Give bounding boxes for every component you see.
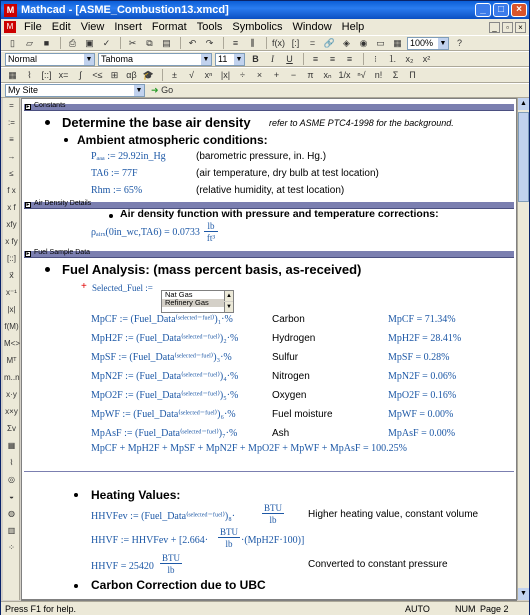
subscript-index-icon[interactable]: xₙ (323, 69, 332, 80)
bullet-icon (64, 138, 68, 142)
underline-button[interactable]: U (286, 53, 293, 64)
polar-plot-icon[interactable]: ◎ (8, 475, 15, 484)
site-select[interactable]: My Site ▼ (5, 84, 145, 97)
bullet-icon (109, 214, 113, 218)
component-label: Fuel moisture (272, 409, 333, 420)
document-icon[interactable]: M (4, 21, 16, 33)
scroll-thumb[interactable] (518, 112, 529, 202)
hhvfev-unit-denominator: lb (269, 515, 277, 525)
hhvf-result-unit-numerator: BTU (162, 553, 180, 563)
menu-window[interactable]: Window (292, 21, 332, 33)
fuel-listbox[interactable] (161, 290, 234, 313)
heading-ambient: Ambient atmospheric conditions: (77, 133, 268, 147)
plus-icon[interactable]: + (273, 69, 280, 80)
calculator-palette-icon[interactable]: ▦ (8, 69, 17, 80)
menu-insert[interactable]: Insert (114, 21, 142, 33)
menu-edit[interactable]: Edit (51, 21, 71, 33)
hhvf-result-unit-denominator: lb (167, 565, 175, 575)
region-fuel-sample[interactable]: ▸ Fuel Sample Data (24, 251, 514, 258)
worksheet[interactable] (21, 98, 517, 600)
component-sum[interactable]: MpCF + MpH2F + MpSF + MpN2F + MpO2F + MpWF + MpAsF = 100.25% (91, 443, 407, 454)
component-label: Hydrogen (272, 333, 316, 344)
component-label: Carbon (272, 314, 305, 325)
insert-function-icon[interactable]: f(x) (272, 37, 285, 48)
component-definition[interactable]: MpCF := (Fuel_Data⁽ˢᵉˡᵉᶜᵗᵉᵈ⁻ᶠᵘᵉˡ⁾)₁·% (91, 314, 233, 325)
matrix-icon[interactable]: [::] (7, 254, 16, 263)
boolean-palette-icon[interactable]: <≤ (92, 69, 103, 80)
scroll-down-icon[interactable]: ▼ (224, 302, 233, 312)
heading-air-density: Determine the base air density (62, 115, 251, 130)
formatting-toolbar (1, 51, 529, 67)
resource-center-icon[interactable]: ◉ (359, 37, 368, 48)
component-definition[interactable]: MpWF := (Fuel_Data⁽ˢᵉˡᵉᶜᵗᵉᵈ⁻ᶠᵘᵉˡ⁾)₆·% (91, 409, 236, 420)
hhvf-unit-numerator: BTU (220, 527, 238, 537)
product-icon[interactable]: Π (409, 69, 416, 80)
heading-air-function: Air density function with pressure and temperature corrections: (120, 208, 439, 220)
symbolic-palette-icon[interactable]: 🎓 (142, 69, 155, 80)
font-select[interactable]: Tahoma ▼ (98, 53, 212, 66)
bullet-icon (45, 120, 50, 125)
scroll-up-icon[interactable]: ▲ (224, 291, 233, 301)
hhvf-result[interactable]: HHVF = 25420 (91, 561, 154, 572)
insert-picture-icon[interactable]: ▦ (393, 37, 402, 48)
hhvf-description: Converted to constant pressure (308, 559, 448, 570)
dot-product-icon[interactable]: x·y (6, 390, 17, 399)
bullet-icon (74, 584, 78, 588)
redo-icon[interactable]: ↷ (205, 37, 214, 48)
paste-icon[interactable]: ▤ (162, 37, 171, 48)
rho-result[interactable]: ρₐᵢᵣₓ(0in_wc,TA6) = 0.0733 (91, 227, 200, 238)
multiply-icon[interactable]: × (256, 69, 263, 80)
ta6-definition[interactable]: TA6 := 77F (91, 168, 138, 179)
component-result[interactable]: MpAsF = 0.00% (388, 428, 456, 439)
range-icon[interactable]: m..n (4, 373, 20, 382)
collapse-icon[interactable]: ▸ (26, 202, 30, 208)
programming-palette-icon[interactable]: ⊞ (110, 69, 119, 80)
hhvfev-unit-numerator: BTU (264, 503, 282, 513)
factorial-icon[interactable]: n! (374, 69, 383, 80)
doc-restore-button[interactable]: ▫ (502, 22, 513, 33)
rho-unit-denominator: ft³ (206, 233, 216, 243)
picture-icon[interactable]: ▦ (7, 441, 16, 450)
component-definition[interactable]: MpSF := (Fuel_Data⁽ˢᵉˡᵉᶜᵗᵉᵈ⁻ᶠᵘᵉˡ⁾)₃·% (91, 352, 232, 363)
open-icon[interactable]: ▱ (26, 37, 33, 48)
save-icon[interactable]: ■ (43, 37, 50, 48)
inverse-icon[interactable]: x⁻¹ (6, 288, 17, 297)
zoom-select[interactable]: 100% ▼ (407, 37, 449, 50)
go-arrow-icon: ➜ (151, 85, 159, 95)
numbering-icon[interactable]: ⒈ (387, 53, 397, 64)
evaluation-palette-icon[interactable]: x= (58, 69, 69, 80)
print-icon[interactable]: ⎙ (68, 37, 77, 48)
align-left-icon[interactable]: ≡ (312, 53, 319, 64)
menu-tools[interactable]: Tools (196, 21, 223, 33)
resources-toolbar (1, 83, 529, 98)
menu-format[interactable]: Format (151, 21, 187, 33)
style-select[interactable]: Normal ▼ (5, 53, 95, 66)
hhvfev-definition[interactable]: HHVFev := (Fuel_Data⁽ˢᵉˡᵉᶜᵗᵉᵈ⁻ᶠᵘᵉˡ⁾)₈· (91, 511, 236, 522)
align-center-icon[interactable]: ≡ (329, 53, 336, 64)
hhvf-unit-denominator: lb (225, 539, 233, 549)
status-help: Press F1 for help. (5, 604, 77, 614)
copy-icon[interactable]: ⧉ (146, 37, 153, 48)
minimize-button[interactable]: _ (475, 3, 491, 17)
component-label: Sulfur (272, 352, 299, 363)
fuel-option-selected[interactable]: Refinery Gas (162, 299, 233, 307)
menu-view[interactable]: View (80, 21, 105, 33)
bullets-icon[interactable]: ⁝ (374, 53, 377, 64)
evaluate-icon[interactable]: ≡ (9, 135, 14, 144)
equals-icon[interactable]: = (9, 101, 14, 110)
rho-unit-numerator: lb (204, 221, 218, 232)
xfy-icon[interactable]: xfy (6, 220, 17, 229)
xf-icon[interactable]: x f (7, 203, 16, 212)
reference-note: refer to ASME PTC4-1998 for the background. (269, 118, 454, 128)
print-preview-icon[interactable]: ▣ (85, 37, 94, 48)
lessthan-icon[interactable]: ≤ (9, 169, 14, 178)
title-bar[interactable] (1, 1, 529, 19)
graph-palette-icon[interactable]: ⌇ (27, 69, 32, 80)
align-down-icon[interactable]: ⫼ (250, 37, 255, 48)
pi-icon[interactable]: π (307, 69, 314, 80)
heading-fuel-analysis: Fuel Analysis: (mass percent basis, as-received) (62, 262, 362, 277)
component-wizard-icon[interactable]: ◈ (343, 37, 350, 48)
hhvf-definition-end: ·(MpH2F·100)] (241, 535, 305, 546)
component-definition[interactable]: MpO2F := (Fuel_Data⁽ˢᵉˡᵉᶜᵗᵉᵈ⁻ᶠᵘᵉˡ⁾)₅·% (91, 390, 239, 401)
collapse-icon[interactable]: ▸ (26, 251, 30, 257)
greek-palette-icon[interactable]: αβ (126, 69, 137, 80)
chevron-down-icon: ▼ (85, 55, 93, 63)
align-across-icon[interactable]: ≡ (232, 37, 239, 48)
undo-icon[interactable]: ↶ (188, 37, 197, 48)
cross-product-icon[interactable]: x×y (5, 407, 18, 416)
chevron-down-icon: ▼ (135, 87, 143, 94)
component-result[interactable]: MpWF = 0.00% (388, 409, 454, 420)
math-toolbar (1, 67, 529, 83)
summation-icon[interactable]: Σ (392, 69, 399, 80)
chevron-down-icon: ▼ (439, 39, 447, 47)
cursor-marker-icon: + (81, 281, 87, 292)
maximize-button[interactable]: □ (493, 3, 509, 17)
region-air-density[interactable]: ▸ Air Density Details (24, 202, 514, 209)
new-icon[interactable]: ▯ (10, 37, 15, 48)
menu-bar (1, 19, 529, 35)
math-palette-strip (3, 98, 20, 600)
vectorize-icon[interactable]: f(M) (4, 322, 19, 331)
vertical-scrollbar[interactable] (517, 98, 529, 600)
doc-close-button[interactable]: × (515, 22, 526, 33)
pbaro-description: (barometric pressure, in. Hg.) (196, 151, 327, 162)
fx-icon[interactable]: f x (7, 186, 16, 195)
ta6-description: (air temperature, dry bulb at test location) (196, 168, 379, 179)
component-label: Nitrogen (272, 371, 310, 382)
close-button[interactable]: × (511, 3, 527, 17)
bullet-icon (45, 267, 50, 272)
sqrt-icon[interactable]: √ (189, 69, 194, 80)
pbaro-definition[interactable]: Pₐₐₐ := 29.92in_Hg (91, 151, 166, 162)
status-page: Page 2 (480, 604, 509, 614)
component-result[interactable]: MpO2F = 0.16% (388, 390, 457, 401)
insert-unit-icon[interactable]: [:] (291, 37, 300, 48)
standard-toolbar (1, 35, 529, 51)
spell-check-icon[interactable]: ✓ (102, 37, 111, 48)
go-button[interactable]: ➜ Go (151, 85, 174, 95)
component-result[interactable]: MpH2F = 28.41% (388, 333, 462, 344)
mathcad-icon: M (4, 4, 17, 17)
chart-icon[interactable]: ⌇ (9, 458, 14, 467)
doc-minimize-button[interactable]: _ (489, 22, 500, 33)
scatter-plot-icon[interactable]: ⁘ (8, 543, 15, 552)
align-right-icon[interactable]: ≡ (346, 53, 353, 64)
calculus-palette-icon[interactable]: ∫ (79, 69, 82, 80)
calculate-icon[interactable]: = (309, 37, 316, 48)
reciprocal-icon[interactable]: 1/x (338, 69, 351, 80)
scroll-down-icon[interactable]: ▼ (518, 588, 529, 600)
component-definition[interactable]: MpN2F := (Fuel_Data⁽ˢᵉˡᵉᶜᵗᵉᵈ⁻ᶠᵘᵉˡ⁾)₄·% (91, 371, 239, 382)
component-definition[interactable]: MpAsF := (Fuel_Data⁽ˢᵉˡᵉᶜᵗᵉᵈ⁻ᶠᵘᵉˡ⁾)₇·% (91, 428, 238, 439)
chevron-down-icon: ▼ (202, 55, 210, 63)
factor-icon[interactable]: ± (172, 69, 177, 80)
insert-hyperlink-icon[interactable]: 🔗 (323, 37, 336, 48)
nth-root-icon[interactable]: ⁿ√ (357, 69, 366, 80)
power-icon[interactable]: xⁿ (204, 69, 213, 80)
surface-plot-icon[interactable]: ◒ (9, 492, 14, 501)
matrix-palette-icon[interactable]: [::] (41, 69, 52, 80)
hhvfev-description: Higher heating value, constant volume (308, 509, 479, 520)
minus-icon[interactable]: − (290, 69, 297, 80)
status-mode: AUTO (405, 604, 430, 614)
region-constants[interactable]: ▸ Constants (24, 104, 514, 111)
italic-button[interactable]: I (271, 53, 274, 64)
menu-symbolics[interactable]: Symbolics (232, 21, 283, 33)
heading-carbon-correction: Carbon Correction due to UBC (91, 578, 266, 592)
help-icon[interactable]: ? (456, 37, 462, 48)
bold-button[interactable]: B (252, 53, 259, 64)
menu-file[interactable]: File (24, 21, 42, 33)
contour-plot-icon[interactable]: ◍ (8, 509, 15, 518)
status-bar (1, 601, 529, 615)
insert-region-icon[interactable]: ▭ (376, 37, 385, 48)
rhm-description: (relative humidity, at test location) (196, 185, 345, 196)
window-title: Mathcad - [ASME_Combustion13.xmcd] (21, 4, 229, 16)
superscript-icon[interactable]: x² (422, 53, 431, 64)
bar-plot-icon[interactable]: ▥ (7, 526, 16, 535)
chevron-down-icon: ▼ (235, 55, 243, 63)
font-size-select[interactable]: 11 ▼ (215, 53, 245, 66)
bullet-icon (74, 493, 78, 497)
collapse-icon[interactable]: ▸ (26, 104, 30, 110)
vector-icon[interactable]: x⃗ (9, 271, 14, 280)
arrow-icon[interactable]: → (7, 152, 16, 161)
menu-help[interactable]: Help (341, 21, 365, 33)
abs-icon[interactable]: |x| (220, 69, 231, 80)
sum-icon[interactable]: Σv (7, 424, 16, 433)
hhvf-definition[interactable]: HHVF := HHVFev + [2.664· (91, 535, 209, 546)
subscript-icon[interactable]: x₂ (405, 53, 414, 64)
transpose-icon[interactable]: Mᵀ (6, 356, 17, 365)
rhm-definition[interactable]: Rhm := 65% (91, 185, 143, 196)
component-result[interactable]: MpSF = 0.28% (388, 352, 450, 363)
status-num: NUM (455, 604, 476, 614)
component-result[interactable]: MpCF = 71.34% (388, 314, 456, 325)
cut-icon[interactable]: ✂ (128, 37, 137, 48)
heading-heating-values: Heating Values: (91, 488, 181, 502)
xfy-sub-icon[interactable]: x fy (5, 237, 18, 246)
divide-icon[interactable]: ÷ (240, 69, 245, 80)
define-icon[interactable]: := (8, 118, 15, 127)
component-definition[interactable]: MpH2F := (Fuel_Data⁽ˢᵉˡᵉᶜᵗᵉᵈ⁻ᶠᵘᵉˡ⁾)₂·% (91, 333, 239, 344)
region-divider (24, 471, 514, 472)
component-label: Ash (272, 428, 290, 439)
fuel-option[interactable]: Nat Gas (165, 290, 193, 299)
component-label: Oxygen (272, 390, 307, 401)
det-icon[interactable]: |x| (7, 305, 16, 314)
superscript-matrix-icon[interactable]: M<> (4, 339, 21, 348)
component-result[interactable]: MpN2F = 0.06% (388, 371, 457, 382)
selected-fuel-definition[interactable]: Selected_Fuel := (92, 283, 153, 293)
scroll-up-icon[interactable]: ▲ (518, 98, 529, 110)
